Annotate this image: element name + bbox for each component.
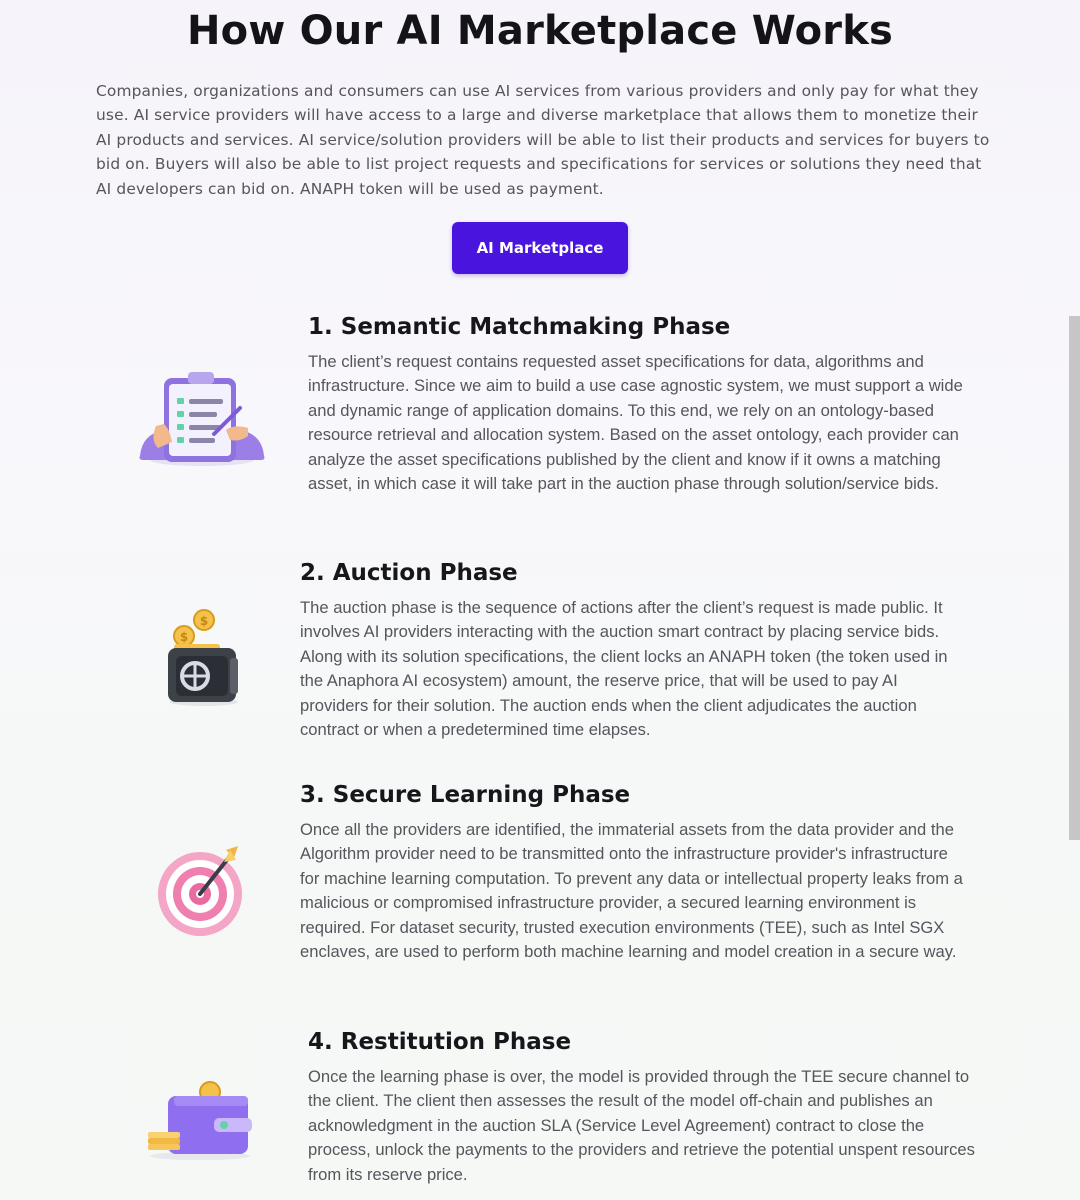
phase-auction xyxy=(300,560,970,742)
phase-description: The client’s request contains requested asset specifications for data, algorithms and infrastructure. Since we aim to build a use case agnostic system, we must support a wide and dynamic range of application domains. To this end, we rely on an ontology-based resource retrieval and allocation system. Based on the asset ontology, each provider can analyze the asset specifications published by the client and know if it owns a matching asset, in which case it will take part in the auction phase through solution/service bids. xyxy=(308,352,963,494)
intro-paragraph: Companies, organizations and consumers can use AI services from various providers and only pay for what they use. AI service providers will have access to a large and diverse marketplace that allows them to monetize their AI products and services. AI service/solution providers will be able to list their products and services for buyers to bid on. Buyers will also be able to list project requests and specifications for services or solutions they need that AI developers can bid on. ANAPH token will be used as payment. xyxy=(96,82,990,198)
phase-description: The auction phase is the sequence of actions after the client’s request is made public. It involves AI providers interacting with the auction smart contract by placing service bids. Along with its solution specifications, the client locks an ANAPH token (the token used in the Anaphora AI ecosystem) amount, the reserve price, that will be used to pay AI providers for their solution. The auction ends when the client adjudicates the auction contract or when a predetermined time elapses. xyxy=(300,598,948,740)
phase-description: Once all the providers are identified, the immaterial assets from the data provider and the Algorithm provider need to be transmitted onto the infrastructure provider's infrastructure for machine learning computation. To prevent any data or intellectual property leaks from a malicious or compromised infrastructure provider, a secured learning environment is required. For dataset security, trusted execution environments (TEE), such as Intel SGX enclaves, are used to perform both machine learning and model creation in a secure way. xyxy=(300,820,963,962)
phase-title: 3. Secure Learning Phase xyxy=(300,782,631,808)
safe-coins-icon xyxy=(164,608,244,706)
phase-semantic-matchmaking xyxy=(308,314,978,496)
svg-text:$: $ xyxy=(199,614,209,628)
scrollbar-thumb[interactable] xyxy=(1069,316,1080,840)
phase-title: 4. Restitution Phase xyxy=(308,1029,572,1055)
phase-restitution xyxy=(308,1029,978,1187)
page-title: How Our AI Marketplace Works xyxy=(186,8,894,54)
phase-description: Once the learning phase is over, the model is provided through the TEE secure channel to the client. The client then assesses the result of the model off-chain and publishes an acknowledgment in the auction SLA (Service Level Agreement) contract to close the process, unlock the payments to the providers and retrieve the potential unspent resources from its reserve price. xyxy=(308,1067,975,1184)
ai-marketplace-button[interactable]: AI Marketplace xyxy=(452,222,628,274)
target-dart-icon xyxy=(154,842,248,938)
svg-text:$: $ xyxy=(179,630,189,644)
phase-title: 2. Auction Phase xyxy=(300,560,518,586)
clipboard-checklist-icon xyxy=(136,368,268,468)
wallet-coins-icon xyxy=(144,1080,256,1160)
phase-title: 1. Semantic Matchmaking Phase xyxy=(308,314,731,340)
phase-secure-learning xyxy=(300,782,970,964)
